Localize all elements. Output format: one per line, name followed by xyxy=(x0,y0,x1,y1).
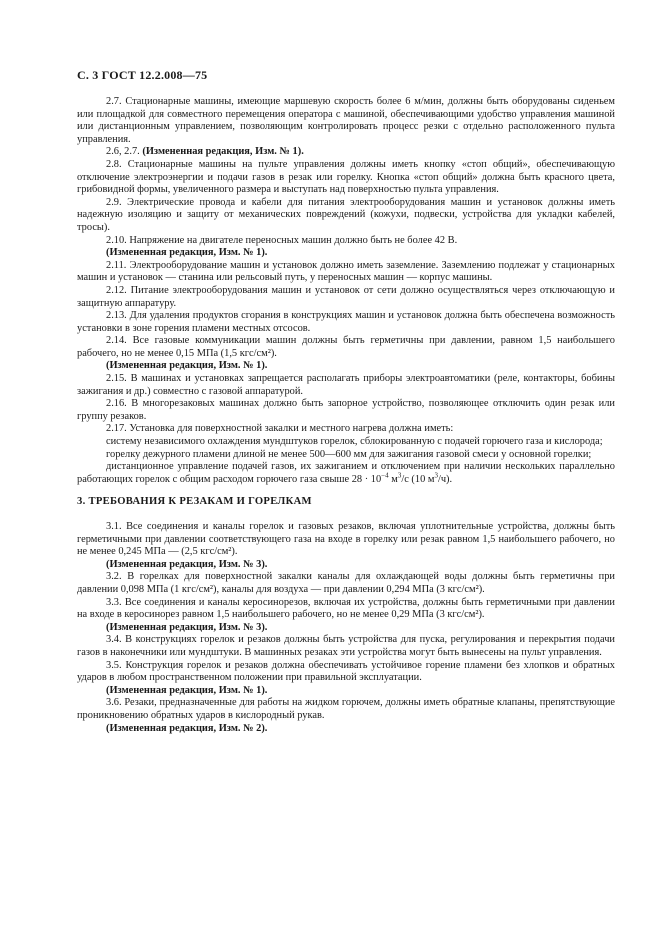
paragraph-2-17-item-b: горелку дежурного пламени длиной не менее 500—600 мм для зажигания газовой смеси у основной горелки; xyxy=(106,448,592,460)
amendment-note: (Измененная редакция, Изм. № 1). xyxy=(106,247,268,259)
paragraph-2-14: 2.14. Все газовые коммуникации машин должны быть герметичны при давлении, равном 1,5 наибольшего рабочего, но не менее 0,15 МПа (1,5 кгс/см²). xyxy=(77,335,615,359)
unit-part: /с (10 м xyxy=(401,473,435,485)
paragraph-2-11: 2.11. Электрооборудование машин и установок должно иметь заземление. Заземлению подлежат у стационарных машин и установок — станина или рельсовый путь, у переносных машин — корпус машины. xyxy=(77,259,615,284)
amendment-note: (Измененная редакция, Изм. № 1). xyxy=(142,146,304,158)
paragraph-3-6: 3.6. Резаки, предназначенные для работы на жидком горючем, должны иметь обратные клапаны, препятствующие проникновению обратных ударов в кислородный рукав. xyxy=(77,697,615,721)
page-header: С. 3 ГОСТ 12.2.008—75 xyxy=(77,68,208,82)
unit-part: м xyxy=(388,473,398,485)
paragraph-2-17-item-a: систему независимого охлаждения мундштуков горелок, сблокированную с подачей горючего газа и кислорода; xyxy=(106,436,603,448)
exponent: 3 xyxy=(397,471,402,480)
item-c-text: дистанционное управление подачей газов, их зажиганием и отключением при наличии нескольких параллельно работающих горелок с общим расходом горючего газа свыше 28 · 10 xyxy=(77,461,615,485)
paragraph-3-5: 3.5. Конструкция горелок и резаков должна обеспечивать устойчивое горение пламени без хлопков и обратных ударов в любом пространственном положении при правильной эксплуатации. xyxy=(77,659,615,684)
amendment-note: (Измененная редакция, Изм. № 1). xyxy=(106,360,268,372)
paragraph-2-6-2-7-amendment xyxy=(77,146,615,159)
paragraph-2-8: 2.8. Стационарные машины на пульте управления должны иметь кнопку «стоп общий», обеспечивающую отключение электроэнергии и подачи газов в резак или горелку. Кнопка «стоп общий» должна быть красного цвета, грибовидной формы, увеличенного размера и выступать над поверхностью пульта управления. xyxy=(77,158,615,196)
paragraph-2-10: 2.10. Напряжение на двигателе переносных машин должно быть не более 42 В. xyxy=(106,234,458,246)
paragraph-2-17-item-c xyxy=(77,461,615,486)
section-3-title: 3. ТРЕБОВАНИЯ К РЕЗАКАМ И ГОРЕЛКАМ xyxy=(77,496,312,508)
paragraph-2-15: 2.15. В машинах и установках запрещается располагать приборы электроавтоматики (реле, контакторы, бобины зажигания и др.) совместно с газовой аппаратурой. xyxy=(77,373,615,397)
amendment-note: (Измененная редакция, Изм. № 2). xyxy=(106,722,268,734)
amendment-note: (Измененная редакция, Изм. № 1). xyxy=(106,684,268,696)
paragraph-3-1: 3.1. Все соединения и каналы горелок и газовых резаков, включая уплотнительные устройства, должны быть герметичными при давлении соответствующего газа на входе в горелку или резак равном 1,5 наибольшего рабочего, но не менее 0,245 МПа — (2,5 кгс/см²). xyxy=(77,521,615,558)
exponent: −4 xyxy=(381,471,389,480)
document-body xyxy=(77,96,615,735)
paragraph-2-7: 2.7. Стационарные машины, имеющие маршевую скорость более 6 м/мин, должны быть оборудованы сиденьем или площадкой для совместного перемещения оператора с машиной, обеспечивающими удобство управления машиной или дистанционным управлением, позволяющим контролировать процесс резки с отдельно расположенного пульта управления. xyxy=(77,96,615,145)
paragraph-2-17: 2.17. Установка для поверхностной закалки и местного нагрева должна иметь: xyxy=(106,423,454,435)
paragraph-2-12: 2.12. Питание электрооборудования машин и установок от сети должно осуществляться через отключающую и защитную аппаратуру. xyxy=(77,284,615,309)
paragraph-3-4: 3.4. В конструкциях горелок и резаков должны быть устройства для пуска, регулирования и перекрытия подачи газов в наконечники или мундштуки. В машинных резаках эти устройства могут быть вынесены на пульт управления. xyxy=(77,634,615,658)
paragraph-3-2: 3.2. В горелках для поверхностной закалки каналы для охлаждающей воды должны быть герметичны при давлении 0,098 МПа (1 кгс/см²), каналы для воздуха — при давлении 0,294 МПа (3 кгс/см²). xyxy=(77,571,615,595)
exponent: 3 xyxy=(434,471,438,480)
paragraph-2-9: 2.9. Электрические провода и кабели для питания электрооборудования машин и установок должны иметь надежную изоляцию и защиту от механических повреждений (кожухи, подвески, устройства для укладки кабелей, тросы). xyxy=(77,196,615,233)
paragraph-2-16: 2.16. В многорезаковых машинах должно быть запорное устройство, позволяющее отключить один резак или группу резаков. xyxy=(77,398,615,422)
amendment-note: (Измененная редакция, Изм. № 3). xyxy=(106,621,268,633)
amendment-note: (Измененная редакция, Изм. № 3). xyxy=(106,558,268,570)
unit-part: /ч). xyxy=(437,473,453,485)
paragraph-2-13: 2.13. Для удаления продуктов сгорания в конструкциях машин и установок должна быть обеспечена возможность установки в зоне горения пламени местных отсосов. xyxy=(77,310,615,334)
paragraph-3-3: 3.3. Все соединения и каналы керосинорезов, включая их устройства, должны быть герметичными при давлении на входе в керосинорез равном 1,5 наибольшего рабочего, но не менее 0,29 МПа (3 кгс/см²). xyxy=(77,596,615,621)
amendment-prefix: 2.6, 2.7. xyxy=(106,146,140,158)
